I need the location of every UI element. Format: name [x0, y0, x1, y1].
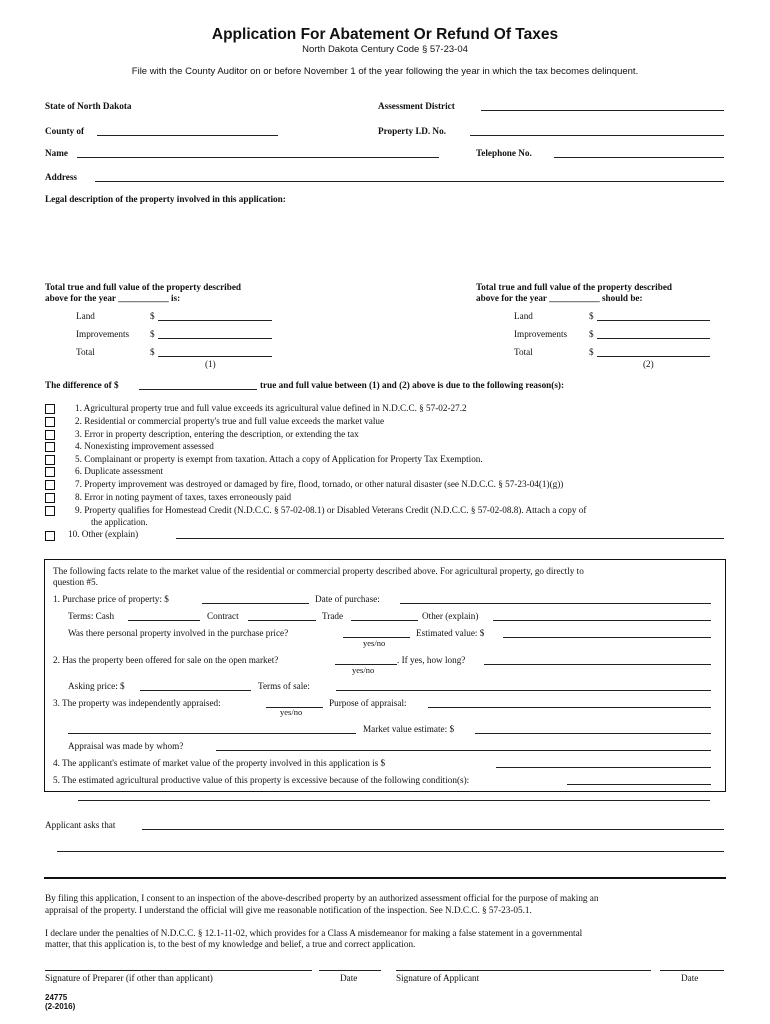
declaration-text-1: I declare under the penalties of N.D.C.C. § 12.1-11-02, which provides for a Class A misdemeanor for making a false statement in a governmental: [45, 928, 583, 938]
reason-10-explain-field[interactable]: [176, 538, 724, 539]
reason-9-continuation: the application.: [91, 517, 148, 527]
appraised-by-label: Appraisal was made by whom?: [68, 741, 184, 751]
applicant-asks-label: Applicant asks that: [45, 820, 116, 830]
reason-8-checkbox[interactable]: [45, 493, 55, 503]
telephone-label: Telephone No.: [476, 148, 532, 158]
form-revision: (2-2016): [45, 1002, 76, 1011]
terms-cash-field[interactable]: [128, 620, 200, 621]
applicant-asks-continued-field[interactable]: [57, 851, 724, 852]
section-divider: [44, 877, 726, 879]
applicant-asks-field[interactable]: [142, 829, 724, 830]
current-improvements-field[interactable]: [158, 338, 272, 339]
address-label: Address: [45, 172, 77, 182]
how-long-label: . If yes, how long?: [397, 655, 466, 665]
total-label: Total: [76, 347, 95, 357]
current-land-field[interactable]: [158, 320, 272, 321]
asking-price-field[interactable]: [140, 690, 251, 691]
estimated-value-field[interactable]: [503, 637, 711, 638]
county-field[interactable]: [97, 135, 278, 136]
dollar-sign: $: [150, 311, 155, 321]
reason-10-label: 10. Other (explain): [68, 529, 139, 539]
address-field[interactable]: [95, 181, 724, 182]
consent-text-1: By filing this application, I consent to an inspection of the above-described property by an authorized assessment official for the purpose of making an: [45, 893, 599, 903]
applicant-signature-label: Signature of Applicant: [396, 973, 480, 983]
reason-7-checkbox[interactable]: [45, 480, 55, 490]
dollar-sign: $: [589, 311, 594, 321]
asking-price-label: Asking price: $: [68, 681, 125, 691]
difference-field[interactable]: [139, 389, 257, 390]
consent-text-2: appraisal of the property. I understand the official will give me reasonable notification of the inspection. See N.D.C.C. § 57-23-05.1.: [45, 905, 532, 915]
assessment-district-label: Assessment District: [378, 101, 455, 111]
proposed-value-heading-1: Total true and full value of the property described: [476, 282, 673, 292]
reason-5-checkbox[interactable]: [45, 455, 55, 465]
applicant-date-label: Date: [681, 973, 699, 983]
proposed-land-field[interactable]: [597, 320, 710, 321]
appraisal-purpose-label: Purpose of appraisal:: [329, 698, 407, 708]
reason-5-label: 5. Complainant or property is exempt from taxation. Attach a copy of Application for Property Tax Exemption.: [75, 454, 483, 464]
filing-instruction: File with the County Auditor on or before November 1 of the year following the year in which the tax becomes delinquent.: [131, 66, 639, 77]
reason-9-label: 9. Property qualifies for Homestead Credit (N.D.C.C. § 57-02-08.1) or Disabled Veterans Credit (N.D.C.C. § 57-02-08.8). Attach a copy of: [75, 505, 587, 515]
column-2-marker: (2): [643, 359, 654, 369]
market-intro-line-1: The following facts relate to the market value of the residential or commercial property described above. For agricultural property, go directly to: [53, 566, 584, 576]
purchase-date-field[interactable]: [400, 603, 711, 604]
agricultural-continued-field[interactable]: [78, 800, 710, 801]
purchase-price-label: 1. Purchase price of property: $: [53, 594, 169, 604]
applicant-signature-field[interactable]: [396, 970, 651, 971]
estimated-value-label: Estimated value: $: [416, 628, 485, 638]
reason-7-label: 7. Property improvement was destroyed or damaged by fire, flood, tornado, or other natural disaster (see N.D.C.C. § 57-23-04(1)(g)): [75, 479, 564, 489]
market-intro-line-2: question #5.: [53, 577, 98, 587]
terms-other-field[interactable]: [493, 620, 711, 621]
dollar-sign: $: [150, 347, 155, 357]
land-label: Land: [514, 311, 533, 321]
name-field[interactable]: [77, 157, 439, 158]
terms-of-sale-label: Terms of sale:: [258, 681, 310, 691]
reason-9-checkbox[interactable]: [45, 506, 55, 516]
legal-description-label: Legal description of the property involved in this application:: [45, 194, 286, 204]
terms-of-sale-field[interactable]: [336, 690, 711, 691]
improvements-label: Improvements: [514, 329, 568, 339]
preparer-date-field[interactable]: [319, 970, 381, 971]
reason-10-checkbox[interactable]: [45, 531, 55, 541]
land-label: Land: [76, 311, 95, 321]
terms-contract-field[interactable]: [248, 620, 316, 621]
reason-3-checkbox[interactable]: [45, 430, 55, 440]
agricultural-value-label: 5. The estimated agricultural productive value of this property is excessive because of the following condition(s):: [53, 775, 470, 785]
improvements-label: Improvements: [76, 329, 130, 339]
state-label: State of North Dakota: [45, 101, 132, 111]
preparer-signature-field[interactable]: [45, 970, 312, 971]
terms-contract-label: Contract: [207, 611, 239, 621]
total-label: Total: [514, 347, 533, 357]
reason-3-label: 3. Error in property description, entering the description, or extending the tax: [75, 429, 359, 439]
reason-4-label: 4. Nonexisting improvement assessed: [75, 441, 214, 451]
reason-4-checkbox[interactable]: [45, 442, 55, 452]
declaration-text-2: matter, that this application is, to the best of my knowledge and belief, a true and correct application.: [45, 939, 416, 949]
appraised-by-field[interactable]: [216, 750, 711, 751]
proposed-total-field[interactable]: [597, 356, 710, 357]
reason-2-label: 2. Residential or commercial property's true and full value exceeds the market value: [75, 416, 385, 426]
personal-property-label: Was there personal property involved in the purchase price?: [68, 628, 289, 638]
name-label: Name: [45, 148, 68, 158]
form-title: Application For Abatement Or Refund Of Taxes: [211, 26, 559, 43]
yes-no-hint: yes/no: [363, 638, 386, 648]
purchase-date-label: Date of purchase:: [315, 594, 380, 604]
reason-6-label: 6. Duplicate assessment: [75, 466, 164, 476]
terms-trade-label: Trade: [322, 611, 344, 621]
appraised-label: 3. The property was independently appraised:: [53, 698, 221, 708]
current-value-heading-1: Total true and full value of the property described: [45, 282, 242, 292]
assessment-district-field[interactable]: [481, 110, 724, 111]
legal-description-area[interactable]: [45, 208, 725, 278]
form-number: 24775: [45, 993, 68, 1002]
dollar-sign: $: [589, 329, 594, 339]
proposed-improvements-field[interactable]: [597, 338, 710, 339]
yes-no-hint: yes/no: [352, 665, 375, 675]
difference-reason-label: true and full value between (1) and (2) above is due to the following reason(s):: [260, 380, 565, 390]
form-subtitle: North Dakota Century Code § 57-23-04: [302, 44, 468, 55]
difference-label: The difference of $: [45, 380, 119, 390]
purchase-price-field[interactable]: [202, 603, 309, 604]
terms-cash-label: Terms: Cash: [68, 611, 115, 621]
terms-other-label: Other (explain): [422, 611, 479, 621]
how-long-field[interactable]: [484, 664, 711, 665]
applicant-estimate-label: 4. The applicant's estimate of market value of the property involved in this application is $: [53, 758, 386, 768]
reason-8-label: 8. Error in noting payment of taxes, taxes erroneously paid: [75, 492, 292, 502]
reason-1-checkbox[interactable]: [45, 404, 55, 414]
telephone-field[interactable]: [554, 157, 724, 158]
reason-1-label: 1. Agricultural property true and full value exceeds its agricultural value defined in N.D.C.C. § 57-02-27.2: [75, 403, 467, 413]
current-total-field[interactable]: [158, 356, 272, 357]
market-estimate-field[interactable]: [475, 733, 711, 734]
appraisal-continued-field[interactable]: [68, 733, 356, 734]
proposed-value-heading-2: above for the year ___________ should be:: [476, 293, 643, 303]
appraisal-purpose-field[interactable]: [428, 707, 711, 708]
reason-6-checkbox[interactable]: [45, 467, 55, 477]
dollar-sign: $: [589, 347, 594, 357]
yes-no-hint: yes/no: [280, 707, 303, 717]
terms-trade-field[interactable]: [351, 620, 418, 621]
current-value-heading-2: above for the year ___________ is:: [45, 293, 181, 303]
property-id-field[interactable]: [470, 135, 724, 136]
property-id-label: Property I.D. No.: [378, 126, 446, 136]
county-label: County of: [45, 126, 85, 136]
preparer-date-label: Date: [340, 973, 358, 983]
preparer-signature-label: Signature of Preparer (if other than applicant): [45, 973, 213, 983]
reason-2-checkbox[interactable]: [45, 417, 55, 427]
dollar-sign: $: [150, 329, 155, 339]
market-estimate-label: Market value estimate: $: [363, 724, 455, 734]
column-1-marker: (1): [205, 359, 216, 369]
agricultural-value-field[interactable]: [567, 784, 711, 785]
offered-for-sale-label: 2. Has the property been offered for sale on the open market?: [53, 655, 279, 665]
applicant-date-field[interactable]: [660, 970, 724, 971]
applicant-estimate-field[interactable]: [496, 767, 711, 768]
